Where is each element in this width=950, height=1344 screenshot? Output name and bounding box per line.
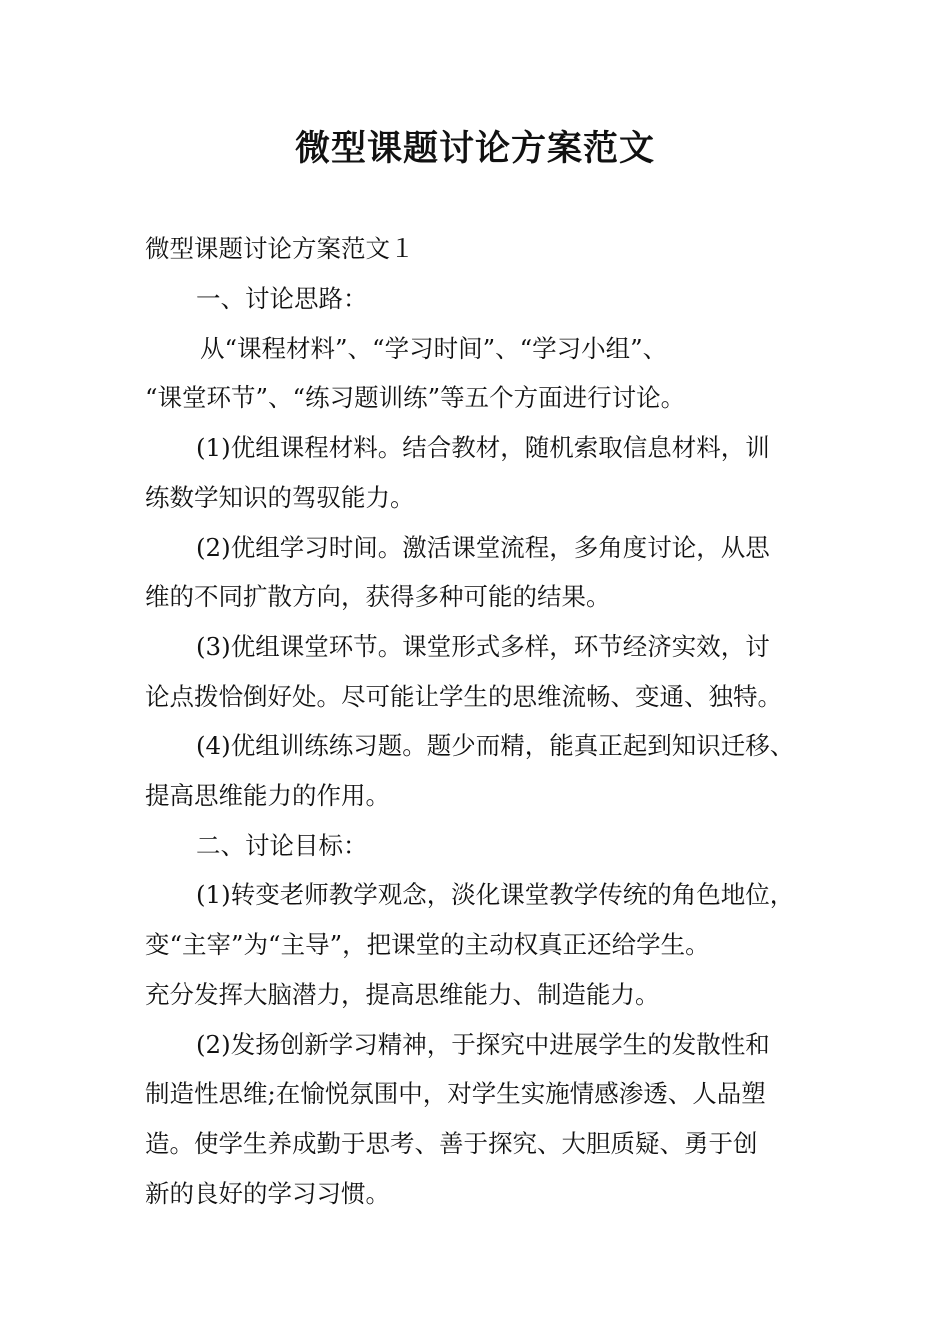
- paragraph-line: 制造性思维;在愉悦氛围中，对学生实施情感渗透、人品塑: [145, 1079, 766, 1108]
- section-heading-1: 一、讨论思路：: [196, 284, 368, 313]
- document-subtitle: 微型课题讨论方案范文１: [145, 234, 415, 263]
- paragraph-line: (1)转变老师教学观念，淡化课堂教学传统的角色地位，: [196, 880, 795, 909]
- section-heading-2: 二、讨论目标：: [196, 831, 368, 860]
- paragraph-line: 维的不同扩散方向，获得多种可能的结果。: [145, 582, 611, 611]
- paragraph-line: (2)优组学习时间。激活课堂流程，多角度讨论，从思: [196, 533, 770, 562]
- paragraph-line: 提高思维能力的作用。: [145, 781, 390, 810]
- paragraph-line: (2)发扬创新学习精神，于探究中进展学生的发散性和: [196, 1030, 770, 1059]
- paragraph-line: “课堂环节”、“练习题训练”等五个方面进行讨论。: [145, 383, 686, 412]
- paragraph-line: (3)优组课堂环节。课堂形式多样，环节经济实效，讨: [196, 632, 770, 661]
- paragraph-line: (1)优组课程材料。结合教材，随机索取信息材料，训: [196, 433, 770, 462]
- paragraph-line: 从“课程材料”、“学习时间”、“学习小组”、: [200, 334, 668, 363]
- paragraph-line: 变“主宰”为“主导”，把课堂的主动权真正还给学生。: [145, 930, 710, 959]
- paragraph-line: 充分发挥大脑潜力，提高思维能力、制造能力。: [145, 980, 660, 1009]
- paragraph-line: 新的良好的学习习惯。: [145, 1179, 390, 1208]
- document-title: 微型课题讨论方案范文: [294, 128, 655, 169]
- paragraph-line: 论点拨恰倒好处。尽可能让学生的思维流畅、变通、独特。: [145, 682, 782, 711]
- paragraph-line: 造。使学生养成勤于思考、善于探究、大胆质疑、勇于创: [145, 1129, 758, 1158]
- paragraph-line: 练数学知识的驾驭能力。: [145, 483, 415, 512]
- paragraph-line: (4)优组训练练习题。题少而精，能真正起到知识迁移、: [196, 731, 795, 760]
